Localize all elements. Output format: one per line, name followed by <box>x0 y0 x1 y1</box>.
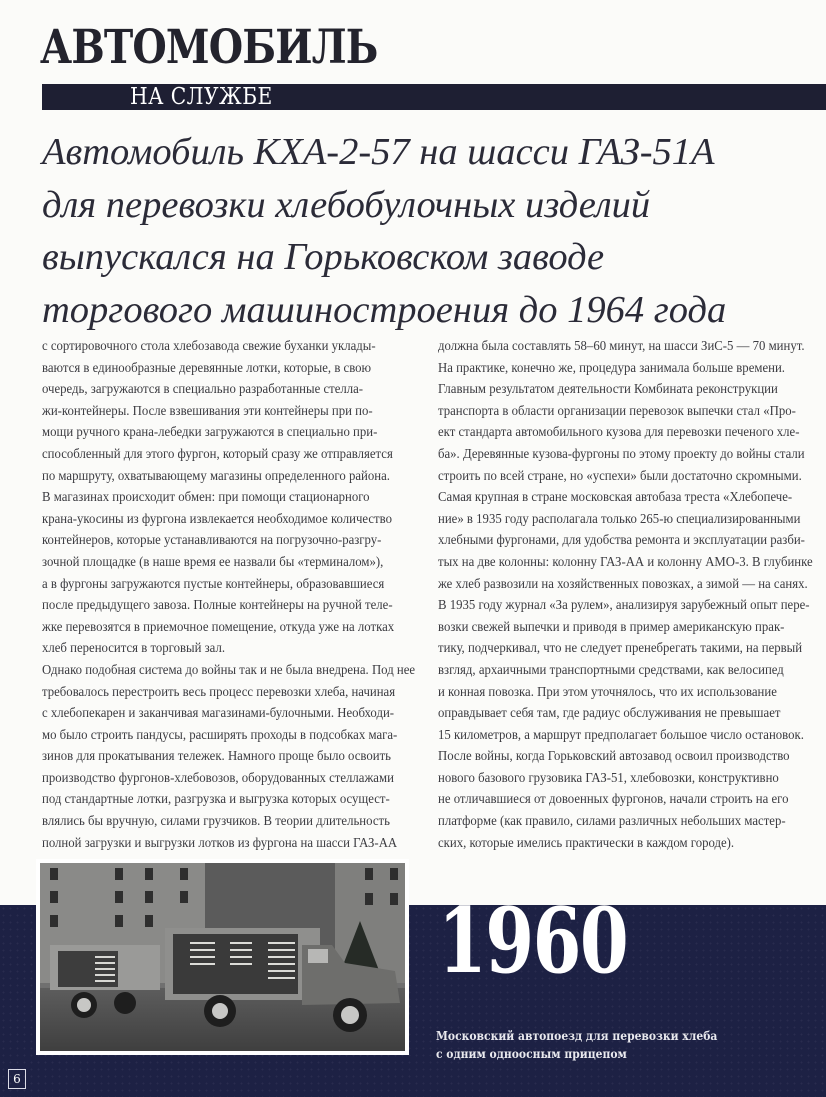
body-text-line: производство фургонов-хлебовозов, оборудованных стеллажами <box>42 769 394 785</box>
headline-line: торгового машиностроения до 1964 года <box>42 288 727 331</box>
photo-caption <box>436 1027 717 1063</box>
body-text-line: с сортировочного стола хлебозавода свежие буханки уклады- <box>42 338 376 353</box>
year-label: 1960 <box>438 888 628 994</box>
body-text-line: контейнеров, которые устанавливаются на погрузочно-разгру- <box>42 532 382 548</box>
body-text-line: ект стандарта автомобильного кузова для перевозки печеного хле- <box>438 424 800 440</box>
body-text-line: способленный для этого фургон, который сразу же отправляется <box>42 445 393 461</box>
body-text-line: жке перевозятся в приемочное помещение, откуда уже на лотках <box>42 618 395 634</box>
headline-line: Автомобиль КХА-2-57 на шасси ГАЗ-51А <box>42 131 715 173</box>
body-text-line: крана-укосины из фургона извлекается необходимое количество <box>42 510 392 526</box>
body-text-line: ние» в 1935 году располагала только 265-ю специализированными <box>438 510 801 526</box>
body-text-line: зочной площадке (в наше время ее назвали бы «терминалом»), <box>42 553 384 569</box>
body-text-line: полной загрузки и выгрузки лотков из фургона на шасси ГАЗ-АА <box>42 834 398 850</box>
body-text-line: мощи ручного крана-лебедки загружаются в специально при- <box>42 424 378 440</box>
body-text-line: должна была составлять 58–60 минут, на шасси ЗиС-5 — 70 минут. <box>438 338 805 353</box>
headline <box>42 126 822 336</box>
body-text-line: В магазинах происходит обмен: при помощи стационарного <box>42 489 370 505</box>
body-text-line: ваются в единообразные деревянные лотки, которые, в свою <box>42 359 372 375</box>
body-text-line: очередь, загружаются в специально разработанные стелла- <box>42 381 364 397</box>
body-text-line: и конная повозка. При этом уточнялось, что их использование <box>438 683 777 699</box>
body-text-line: В 1935 году журнал «За рулем», анализируя зарубежный опыт пере- <box>438 597 810 613</box>
body-text-line: ских, которые имелись практически в каждом городе). <box>438 834 735 850</box>
body-text-line: После войны, когда Горьковский автозавод освоил производство <box>438 748 790 764</box>
body-text-line: ба». Деревянные кузова-фургоны по этому проекту до войны стали <box>438 445 805 461</box>
body-text-line: с хлебопекарен и заканчивая магазинами-булочными. Необходи- <box>42 705 395 721</box>
body-text-line: тику, подчеркивал, что не следует пренебрегать такими, на первый <box>438 640 803 656</box>
headline-line: выпускался на Горьковском заводе <box>42 236 605 278</box>
body-text-line: На практике, конечно же, процедура занимала больше времени. <box>438 359 786 375</box>
caption-line: с одним одноосным прицепом <box>436 1046 627 1061</box>
body-text-line: хлеб переносится в торговый зал. <box>42 640 226 656</box>
masthead-title: АВТОМОБИЛЬ <box>40 20 378 75</box>
body-text-line: возки свежей выпечки и приводя в пример американскую прак- <box>438 618 785 634</box>
body-text-line: Самая крупная в стране московская автобаза треста «Хлебопече- <box>438 489 793 505</box>
body-text-line: оправдывает себя там, где радиус обслуживания не превышает <box>438 705 781 721</box>
body-text-line: хлебными фургонами, для удобства ремонта и эксплуатации разби- <box>438 532 805 548</box>
truck-photo <box>40 863 405 1051</box>
body-text-line: жи-контейнеры. После взвешивания эти контейнеры при по- <box>42 402 373 418</box>
body-text-line: а в фургоны загружаются пустые контейнеры, образовавшиеся <box>42 575 385 591</box>
body-text-line: платформе (как правило, силами различных небольших мастер- <box>438 813 786 829</box>
page-number: 6 <box>8 1069 26 1089</box>
body-text-line: 15 километров, а маршрут предполагает большое число остановок. <box>438 726 804 742</box>
body-text-line: под стандартные лотки, разгрузка и выгрузка которых осущест- <box>42 791 390 807</box>
body-text-line: зинов для прокатывания тележек. Намного проще было освоить <box>42 748 392 764</box>
masthead-bar <box>42 84 826 110</box>
body-text-line: требовалось перестроить весь процесс перевозки хлеба, начиная <box>42 683 396 699</box>
body-column-right <box>438 335 813 853</box>
body-column-left <box>42 335 416 853</box>
body-text-line: по маршруту, охватывающему магазины определенного района. <box>42 467 390 483</box>
body-text-line: Однако подобная система до войны так и не была внедрена. Под нее <box>42 661 416 677</box>
body-text-line: строить по всей стране, но «успехи» были достаточно скромными. <box>438 467 802 483</box>
body-text-line: после предыдущего завоза. Полные контейнеры на ручной теле- <box>42 597 393 613</box>
body-text-line: взгляд, архаичными транспортными средствами, как велосипед <box>438 661 784 677</box>
body-text-line: тых на две колонны: колонну ГАЗ-АА и колонну АМО-3. В глубинке <box>438 553 813 569</box>
body-text-line: же хлеб развозили на хозяйственных повозках, а зимой — на санях. <box>438 575 808 591</box>
body-text-line: Главным результатом деятельности Комбината реконструкции <box>438 381 778 397</box>
photo-frame <box>36 859 409 1055</box>
body-text-line: влялись бы вручную, силами грузчиков. В теории длительность <box>42 813 390 829</box>
body-text-line: не отличавшиеся от довоенных фургонов, начали строить на его <box>438 791 789 807</box>
headline-line: для перевозки хлебобулочных изделий <box>42 183 651 226</box>
body-text-line: мо было строить пандусы, расширять проходы в подсобках мага- <box>42 726 398 742</box>
body-text-line: транспорта в области организации перевозок выпечки стал «Про- <box>438 402 796 418</box>
masthead-subtitle: НА СЛУЖБЕ <box>130 84 273 110</box>
caption-line: Московский автопоезд для перевозки хлеба <box>436 1028 718 1043</box>
body-text-line: нового базового грузовика ГАЗ-51, хлебовозки, конструктивно <box>438 769 779 785</box>
